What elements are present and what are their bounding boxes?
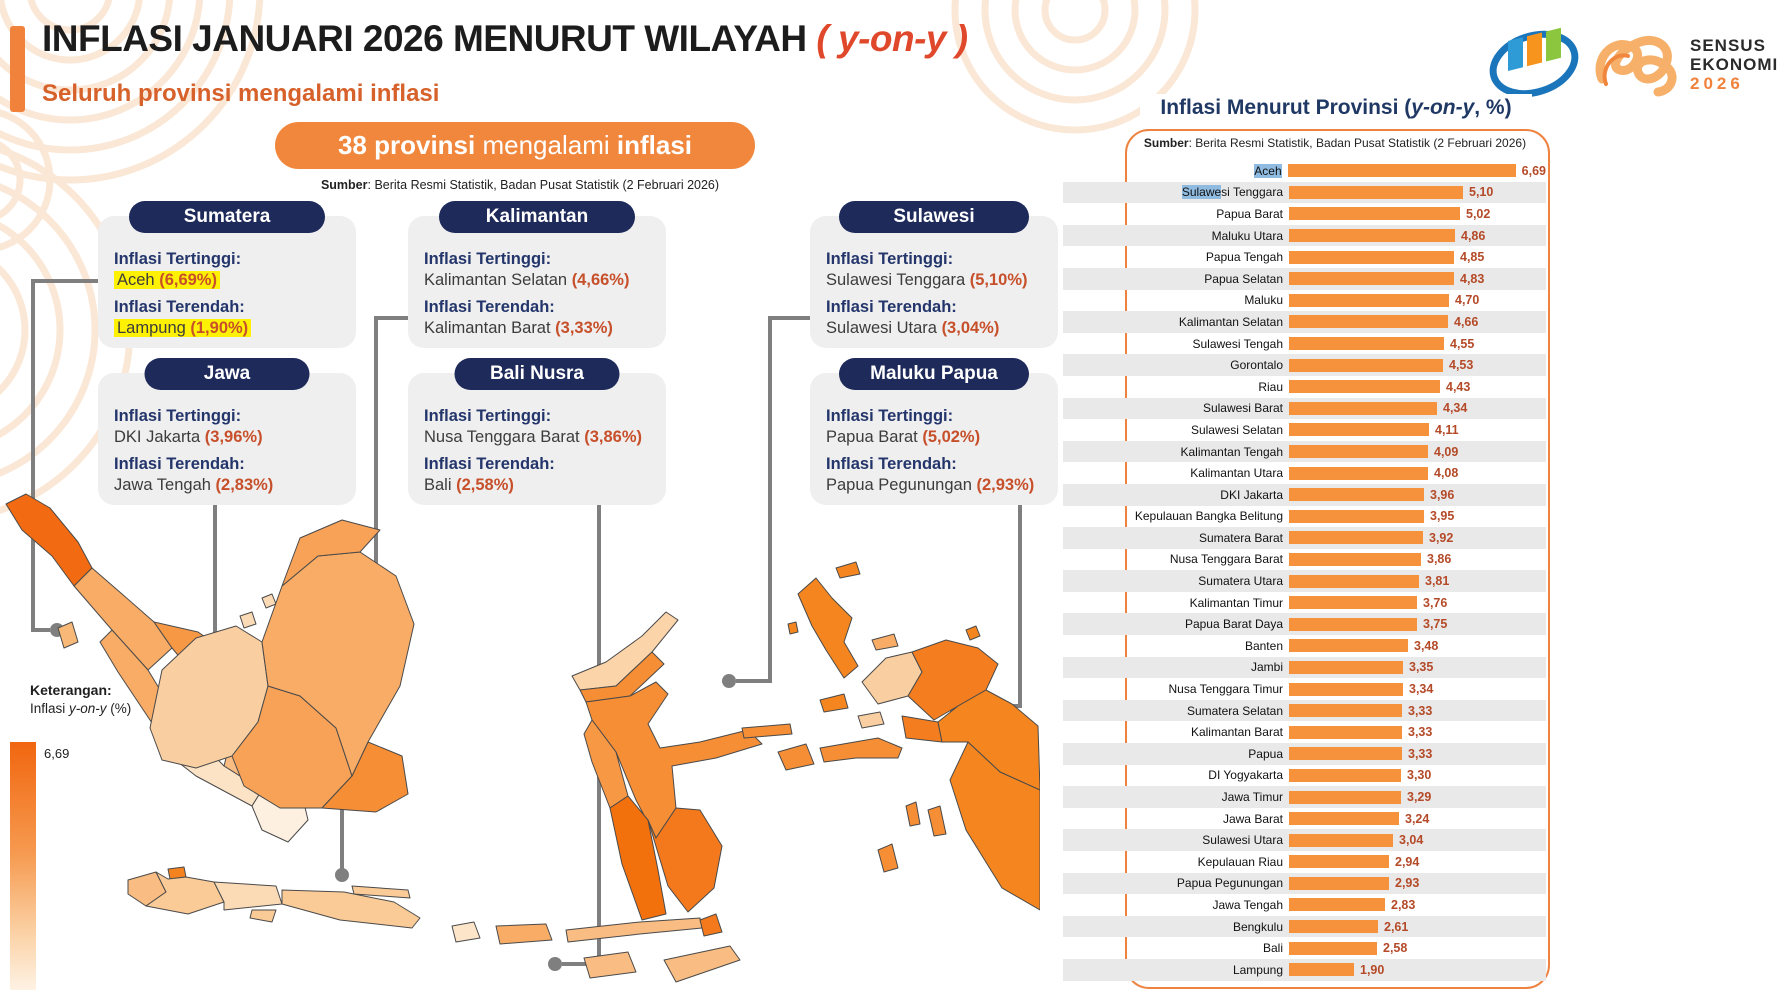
page-title-text: INFLASI JANUARI 2026 MENURUT WILAYAH — [42, 18, 807, 59]
province-bar — [1289, 337, 1444, 350]
map-flores — [566, 918, 702, 942]
chart-row — [1063, 462, 1546, 484]
map-halmahera — [798, 578, 858, 678]
low-label: Inflasi Terendah: — [424, 455, 555, 473]
high-name: Nusa Tenggara Barat — [424, 428, 585, 446]
province-value: 4,09 — [1434, 444, 1459, 459]
province-bar — [1289, 553, 1421, 566]
province-label: Kepulauan Riau — [1197, 854, 1283, 869]
province-bar — [1289, 467, 1428, 480]
province-value: 1,90 — [1360, 962, 1385, 977]
legend-max-value: 6,69 — [44, 746, 70, 761]
chart-row — [1063, 808, 1546, 830]
map-timor — [664, 946, 740, 982]
chart-row — [1063, 506, 1546, 528]
map-biak — [966, 626, 980, 640]
province-value: 3,34 — [1409, 682, 1434, 697]
chart-row — [1063, 657, 1546, 679]
chart-row — [1063, 570, 1546, 592]
province-value: 3,33 — [1408, 703, 1433, 718]
region-card-maluku-papua — [810, 363, 1058, 505]
province-value: 2,58 — [1383, 941, 1408, 956]
map-kei — [906, 802, 920, 826]
region-card-sulawesi — [810, 206, 1058, 348]
province-bar — [1289, 402, 1437, 415]
province-value: 3,33 — [1408, 746, 1433, 761]
map-aceh — [6, 494, 92, 586]
high-label: Inflasi Tertinggi: — [424, 250, 552, 268]
chart-row — [1063, 549, 1546, 571]
chart-row — [1063, 225, 1546, 247]
province-value: 2,61 — [1384, 919, 1409, 934]
chart-row — [1063, 484, 1546, 506]
province-value: 4,53 — [1449, 358, 1474, 373]
province-label: Maluku — [1244, 293, 1283, 308]
high-name: Kalimantan Selatan — [424, 271, 572, 289]
province-label: DI Yogyakarta — [1208, 768, 1283, 783]
low-value: (2,83%) — [215, 476, 274, 494]
map-aru — [928, 806, 946, 836]
map-bali — [452, 922, 480, 942]
chart-row — [1063, 635, 1546, 657]
province-bar — [1289, 294, 1449, 307]
banner-count: 38 provinsi — [337, 130, 476, 160]
map-ternate — [788, 622, 798, 634]
province-label: DKI Jakarta — [1220, 487, 1283, 502]
province-value: 3,29 — [1407, 790, 1432, 805]
low-value: (3,33%) — [555, 319, 613, 337]
banner-middle: mengalami — [475, 130, 617, 160]
low-name: Lampung — [117, 319, 191, 337]
province-bar — [1288, 164, 1516, 177]
region-card-bali-nusra — [408, 363, 666, 505]
low-name: Kalimantan Barat — [424, 319, 556, 337]
province-label: Sulawesi Barat — [1202, 401, 1283, 416]
province-bar — [1289, 747, 1402, 760]
province-value: 3,30 — [1407, 768, 1432, 783]
legend-sub-pre: Inflasi — [30, 701, 70, 716]
map-sumba — [584, 952, 636, 978]
chart-row — [1063, 268, 1546, 290]
province-label: Sulawesi Selatan — [1190, 422, 1283, 437]
chart-row — [1063, 937, 1546, 959]
chart-row — [1063, 354, 1546, 376]
high-value: (4,66%) — [571, 271, 630, 289]
chart-row — [1063, 721, 1546, 743]
chart-row — [1063, 959, 1546, 981]
region-card-header: Kalimantan — [439, 201, 635, 233]
chart-row — [1063, 419, 1546, 441]
region-card-header: Maluku Papua — [839, 358, 1029, 390]
region-card-header: Sumatera — [129, 201, 325, 233]
province-label: Banten — [1244, 638, 1283, 653]
province-label: Sumatera Barat — [1198, 530, 1283, 545]
province-value: 4,43 — [1446, 379, 1471, 394]
map-natuna — [262, 594, 276, 608]
chart-title — [1140, 94, 1532, 122]
chart-title-italic: y-on-y — [1411, 96, 1475, 119]
province-label: Kalimantan Barat — [1190, 725, 1283, 740]
chart-row — [1063, 290, 1546, 312]
high-value: (5,10%) — [969, 271, 1028, 289]
chart-row — [1063, 894, 1546, 916]
province-label: Maluku Utara — [1211, 228, 1283, 243]
province-bar — [1289, 920, 1378, 933]
province-value: 3,81 — [1425, 574, 1450, 589]
low-value: (1,90%) — [190, 319, 249, 337]
chart-row — [1063, 916, 1546, 938]
province-bar — [1289, 423, 1429, 436]
province-bar — [1289, 963, 1354, 976]
province-label: Kalimantan Selatan — [1178, 314, 1283, 329]
province-value: 2,94 — [1395, 854, 1420, 869]
province-label: Sumatera Selatan — [1186, 703, 1283, 718]
region-card-header: Sulawesi — [839, 201, 1029, 233]
legend-subtitle — [30, 701, 131, 716]
map-misool — [858, 712, 884, 728]
chart-row — [1063, 311, 1546, 333]
chart-row — [1063, 873, 1546, 895]
province-bar — [1289, 315, 1448, 328]
province-value: 3,33 — [1408, 725, 1433, 740]
province-value: 2,83 — [1391, 897, 1416, 912]
region-card-header: Jawa — [145, 358, 310, 390]
region-card-kalimantan — [408, 206, 666, 348]
province-bar — [1289, 618, 1417, 631]
sensus-word-1: SENSUS — [1690, 35, 1766, 55]
map-nias — [58, 622, 78, 648]
chart-source-label: Sumber — [1143, 136, 1189, 150]
province-value: 6,69 — [1521, 163, 1546, 178]
map-waigeo — [872, 634, 898, 650]
low-label: Inflasi Terendah: — [826, 298, 957, 316]
province-value: 4,85 — [1460, 250, 1485, 265]
province-bar — [1289, 812, 1399, 825]
chart-row — [1063, 398, 1546, 420]
province-bar — [1289, 251, 1454, 264]
chart-title-pre: Inflasi Menurut Provinsi ( — [1160, 96, 1412, 119]
low-name: Sulawesi Utara — [826, 319, 942, 337]
province-value: 5,10 — [1469, 185, 1494, 200]
province-value: 3,35 — [1409, 660, 1434, 675]
province-label: Riau — [1258, 379, 1283, 394]
province-bar — [1289, 639, 1408, 652]
low-label: Inflasi Terendah: — [114, 298, 245, 316]
province-bar — [1289, 488, 1424, 501]
chart-row — [1063, 203, 1546, 225]
chart-row — [1063, 786, 1546, 808]
province-bar — [1289, 186, 1463, 199]
province-bar — [1289, 272, 1454, 285]
province-label: Papua Selatan — [1204, 271, 1283, 286]
page-title-yony: ( y-on-y ) — [816, 18, 968, 59]
province-value: 4,70 — [1455, 293, 1480, 308]
province-value: 3,48 — [1414, 638, 1439, 653]
province-label: Papua — [1248, 746, 1283, 761]
province-label: Nusa Tenggara Barat — [1169, 552, 1283, 567]
province-value: 3,92 — [1429, 530, 1454, 545]
high-value: (6,69%) — [159, 271, 217, 289]
province-bar — [1289, 207, 1460, 220]
province-bar — [1289, 661, 1403, 674]
map-obi — [820, 694, 848, 712]
province-value: 4,83 — [1460, 271, 1485, 286]
chart-row — [1063, 160, 1546, 182]
province-label: Jawa Barat — [1222, 811, 1283, 826]
province-label: Gorontalo — [1230, 358, 1283, 373]
province-value: 3,95 — [1430, 509, 1455, 524]
legend-gradient-bar — [10, 742, 36, 990]
province-label: Kalimantan Utara — [1190, 466, 1283, 481]
province-label: Nusa Tenggara Timur — [1168, 682, 1283, 697]
legend-sub-post: (%) — [106, 701, 132, 716]
province-bar — [1289, 704, 1402, 717]
chart-row — [1063, 376, 1546, 398]
low-label: Inflasi Terendah: — [424, 298, 555, 316]
province-bar — [1289, 531, 1423, 544]
map-buru — [778, 744, 814, 770]
province-label: Lampung — [1232, 962, 1283, 977]
map-sula — [742, 724, 792, 738]
indonesia-inflation-map — [0, 490, 1040, 990]
map-buton — [700, 914, 722, 936]
province-bar — [1289, 445, 1428, 458]
province-label: Bali — [1262, 941, 1283, 956]
bar-chart — [1063, 160, 1546, 981]
chart-row — [1063, 246, 1546, 268]
province-label: Sumatera Utara — [1198, 574, 1283, 589]
legend-sub-italic: y-on-y — [69, 701, 107, 716]
province-value: 2,93 — [1395, 876, 1420, 891]
page-subtitle: Seluruh provinsi mengalami inflasi — [42, 80, 440, 107]
province-value: 4,86 — [1461, 228, 1486, 243]
chart-row — [1063, 613, 1546, 635]
chart-row — [1063, 592, 1546, 614]
map-morotai — [836, 562, 860, 578]
high-name: DKI Jakarta — [114, 428, 205, 446]
province-value: 3,04 — [1399, 833, 1424, 848]
province-label: Kepulauan Bangka Belitung — [1134, 509, 1283, 524]
chart-row — [1063, 700, 1546, 722]
province-bar — [1289, 769, 1401, 782]
province-value: 4,34 — [1443, 401, 1468, 416]
province-label: Papua Barat Daya — [1184, 617, 1283, 632]
province-value: 3,86 — [1427, 552, 1452, 567]
chart-row — [1063, 527, 1546, 549]
high-value: (3,86%) — [584, 428, 642, 446]
province-label: Sulawesi Tenggara — [1181, 185, 1283, 200]
sensus-year: 2026 — [1690, 73, 1744, 93]
province-value: 4,08 — [1434, 466, 1459, 481]
low-name: Papua Pegunungan — [826, 476, 977, 494]
high-value: (5,02%) — [922, 428, 981, 446]
chart-source-text: : Berita Resmi Statistik, Badan Pusat Statistik (2 Februari 2026) — [1188, 136, 1527, 150]
low-name: Jawa Tengah — [114, 476, 216, 494]
chart-row — [1063, 678, 1546, 700]
province-value: 3,76 — [1423, 595, 1448, 610]
province-label: Papua Barat — [1216, 206, 1283, 221]
province-bar — [1289, 575, 1419, 588]
province-bar — [1289, 596, 1417, 609]
province-bar — [1289, 359, 1443, 372]
low-value: (2,93%) — [976, 476, 1035, 494]
province-bar — [1289, 942, 1377, 955]
chart-title-post: , %) — [1474, 96, 1512, 119]
low-name: Bali — [424, 476, 457, 494]
high-label: Inflasi Tertinggi: — [114, 407, 242, 425]
region-card-jawa — [98, 363, 356, 505]
high-label: Inflasi Tertinggi: — [114, 250, 242, 268]
province-bar — [1289, 380, 1440, 393]
province-value: 4,11 — [1435, 422, 1459, 437]
map-seram — [820, 738, 902, 762]
chart-row — [1063, 441, 1546, 463]
province-value: 3,96 — [1430, 487, 1455, 502]
high-name: Papua Barat — [826, 428, 923, 446]
province-bar — [1289, 510, 1424, 523]
map-jawa-tengah — [214, 882, 282, 910]
high-label: Inflasi Tertinggi: — [826, 407, 954, 425]
high-label: Inflasi Tertinggi: — [424, 407, 552, 425]
province-label: Aceh — [1254, 163, 1282, 178]
map-bomberai — [902, 716, 942, 742]
chart-row — [1063, 829, 1546, 851]
region-card-sumatera — [98, 206, 356, 348]
chart-source — [1085, 136, 1585, 150]
province-label: Bengkulu — [1232, 919, 1283, 934]
province-label: Jawa Tengah — [1212, 897, 1283, 912]
province-bar — [1289, 683, 1403, 696]
province-value: 4,55 — [1450, 336, 1475, 351]
low-label: Inflasi Terendah: — [826, 455, 957, 473]
low-value: (2,58%) — [456, 476, 514, 494]
map-kepulauan-riau — [240, 612, 256, 628]
province-label: Sulawesi Tengah — [1192, 336, 1283, 351]
province-bar — [1289, 229, 1455, 242]
province-bar — [1289, 726, 1402, 739]
low-label: Inflasi Terendah: — [114, 455, 245, 473]
province-label: Kalimantan Tengah — [1180, 444, 1283, 459]
map-nusa-tenggara-barat — [496, 924, 552, 944]
high-label: Inflasi Tertinggi: — [826, 250, 954, 268]
province-label: Jawa Timur — [1221, 790, 1283, 805]
banner-keyword: inflasi — [616, 130, 693, 160]
chart-row — [1063, 333, 1546, 355]
province-label: Sulawesi Utara — [1202, 833, 1283, 848]
province-bar — [1289, 877, 1389, 890]
province-value: 3,75 — [1423, 617, 1448, 632]
province-bar — [1289, 791, 1401, 804]
chart-row — [1063, 182, 1546, 204]
province-label: Papua Pegunungan — [1176, 876, 1283, 891]
high-value: (3,96%) — [204, 428, 263, 446]
high-name: Sulawesi Tenggara — [826, 271, 970, 289]
legend-title: Keterangan: — [30, 682, 112, 698]
province-label: Kalimantan Timur — [1189, 595, 1283, 610]
low-value: (3,04%) — [941, 319, 1000, 337]
sensus-word-2: EKONOMI — [1690, 54, 1779, 74]
high-name: Aceh — [117, 271, 160, 289]
province-bar — [1289, 855, 1389, 868]
chart-row — [1063, 743, 1546, 765]
province-label: Jambi — [1250, 660, 1283, 675]
province-value: 4,66 — [1454, 314, 1479, 329]
map-tanimbar — [878, 844, 898, 872]
province-value: 5,02 — [1466, 206, 1491, 221]
province-value: 3,24 — [1405, 811, 1430, 826]
chart-row — [1063, 851, 1546, 873]
region-card-header: Bali Nusra — [455, 358, 620, 390]
chart-row — [1063, 765, 1546, 787]
map-di-yogyakarta — [250, 910, 276, 922]
source-text: : Berita Resmi Statistik, Badan Pusat Statistik (2 Februari 2026) — [367, 178, 720, 192]
province-bar — [1289, 898, 1385, 911]
source-label: Sumber — [320, 178, 368, 192]
province-bar — [1289, 834, 1393, 847]
province-label: Papua Tengah — [1205, 250, 1283, 265]
